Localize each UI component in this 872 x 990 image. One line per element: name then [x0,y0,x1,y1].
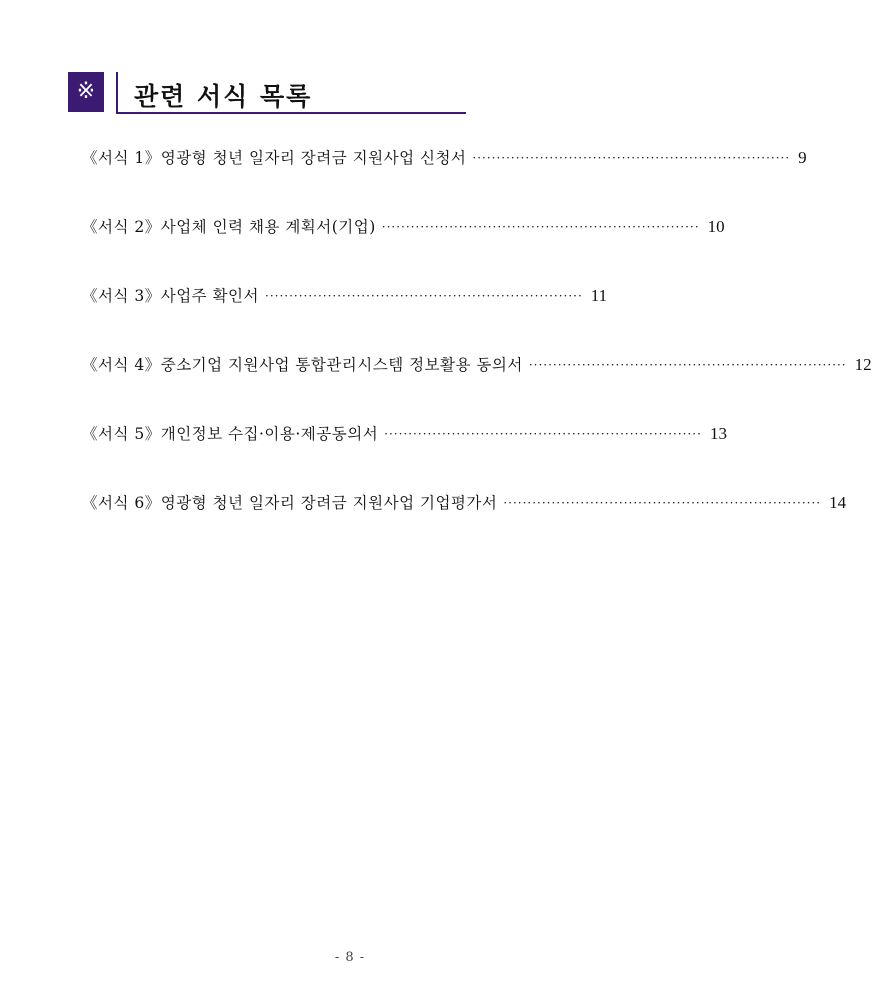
reference-mark-icon: ※ [68,72,104,112]
toc-entry-page: 9 [798,148,807,167]
toc-entry-label: 《서식 1》영광형 청년 일자리 장려금 지원사업 신청서 [82,149,467,167]
page-number: - 8 - [334,950,366,965]
toc-entry-6[interactable] [82,490,847,559]
header-underline [116,112,466,114]
toc-entry-page: 12 [854,355,872,374]
header-divider [116,72,118,112]
dot-leader: ·································································· [381,220,700,234]
toc-entry-page: 10 [707,217,725,236]
toc-entry-5[interactable] [82,421,727,490]
toc-entry-1[interactable] [82,145,807,214]
toc-entry-page: 13 [709,424,727,443]
toc-entry-3[interactable] [82,283,608,352]
toc-entry-label: 《서식 4》중소기업 지원사업 통합관리시스템 정보활용 동의서 [82,356,523,374]
page-title: 관련 서식 목록 [134,82,313,111]
dot-leader: ·································································· [384,427,702,441]
dot-leader: ·································································· [528,358,847,372]
toc-entry-4[interactable] [82,352,872,421]
section-header [68,72,398,114]
toc-entry-page: 11 [590,286,608,305]
dot-leader: ·································································· [472,151,791,165]
toc-entry-label: 《서식 2》사업체 인력 채용 계획서(기업) [82,218,376,236]
form-list [82,145,872,559]
toc-entry-label: 《서식 6》영광형 청년 일자리 장려금 지원사업 기업평가서 [82,494,498,512]
toc-entry-page: 14 [829,493,847,512]
toc-entry-label: 《서식 3》사업주 확인서 [82,287,260,305]
dot-leader: ·································································· [503,496,822,510]
dot-leader: ·································································· [265,289,583,303]
toc-entry-2[interactable] [82,214,725,283]
toc-entry-label: 《서식 5》개인정보 수집·이용·제공동의서 [82,425,379,443]
